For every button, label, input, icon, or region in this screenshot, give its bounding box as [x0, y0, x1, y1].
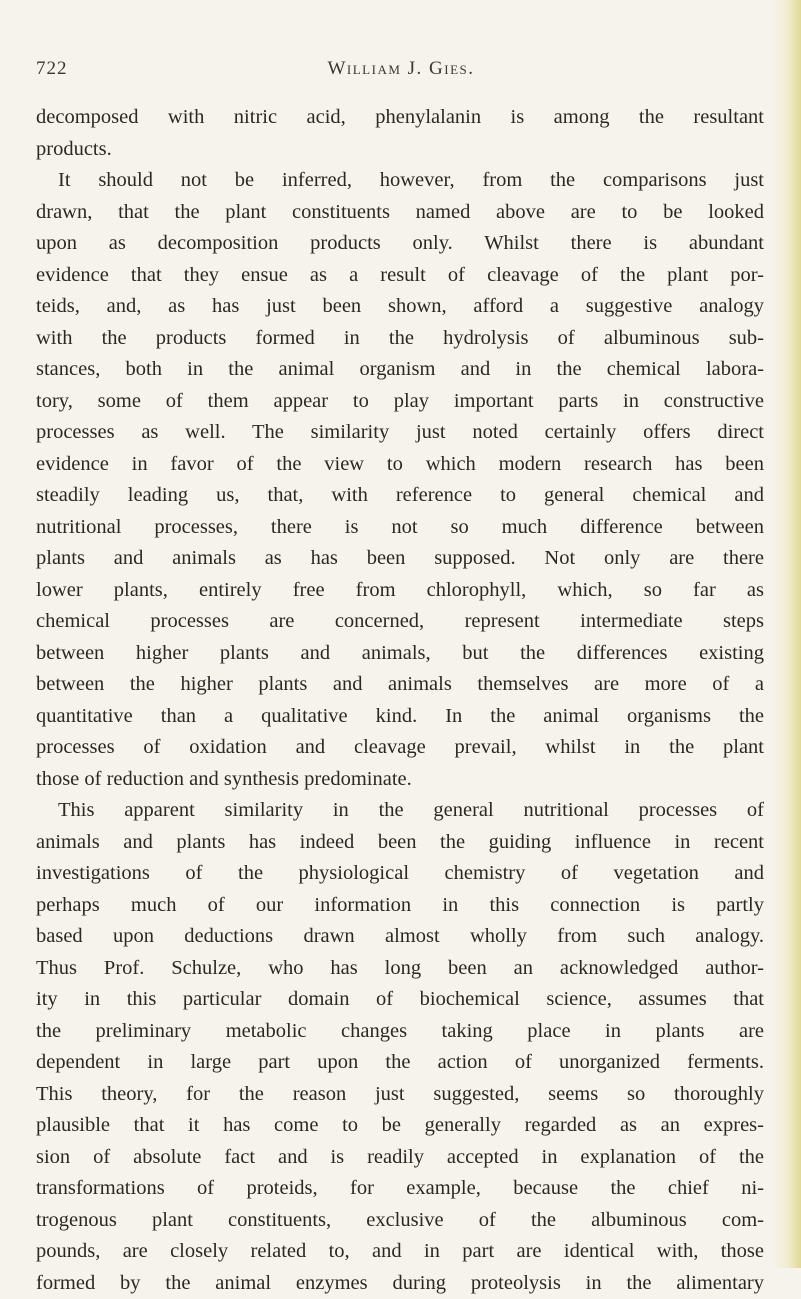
text-line: animals and plants has indeed been the guiding influence in recent	[36, 827, 764, 859]
text-line: tory, some of them appear to play important parts in constructive	[36, 386, 764, 418]
text-line: nutritional processes, there is not so much difference between	[36, 512, 764, 544]
text-line: chemical processes are concerned, represent intermediate steps	[36, 606, 764, 638]
text-line: formed by the animal enzymes during proteolysis in the alimentary	[36, 1268, 764, 1299]
text-line: transformations of proteids, for example, because the chief ni-	[36, 1173, 764, 1205]
text-line: sion of absolute fact and is readily accepted in explanation of the	[36, 1142, 764, 1174]
text-line: based upon deductions drawn almost wholly from such analogy.	[36, 921, 764, 953]
text-line: lower plants, entirely free from chlorophyll, which, so far as	[36, 575, 764, 607]
text-line: products.	[36, 134, 764, 166]
text-line: drawn, that the plant constituents named above are to be looked	[36, 197, 764, 229]
page-edge-shading	[773, 0, 801, 1268]
text-line: processes of oxidation and cleavage prevail, whilst in the plant	[36, 732, 764, 764]
text-line: steadily leading us, that, with reference to general chemical and	[36, 480, 764, 512]
text-line: investigations of the physiological chemistry of vegetation and	[36, 858, 764, 890]
text-line: This theory, for the reason just suggested, seems so thoroughly	[36, 1079, 764, 1111]
text-line: decomposed with nitric acid, phenylalanin is among the resultant	[36, 102, 764, 134]
text-line: teids, and, as has just been shown, afford a suggestive analogy	[36, 291, 764, 323]
text-line: evidence that they ensue as a result of cleavage of the plant por-	[36, 260, 764, 292]
page-header	[36, 58, 766, 88]
text-line: the preliminary metabolic changes taking place in plants are	[36, 1016, 764, 1048]
text-line: upon as decomposition products only. Whilst there is abundant	[36, 228, 764, 260]
text-line: processes as well. The similarity just noted certainly offers direct	[36, 417, 764, 449]
text-line: between the higher plants and animals themselves are more of a	[36, 669, 764, 701]
text-line: quantitative than a qualitative kind. In the animal organisms the	[36, 701, 764, 733]
running-head: William J. Gies.	[36, 58, 766, 80]
paragraph-start-line: This apparent similarity in the general nutritional processes of	[36, 795, 764, 827]
text-line: those of reduction and synthesis predominate.	[36, 764, 764, 796]
text-line: plausible that it has come to be generally regarded as an expres-	[36, 1110, 764, 1142]
text-line: plants and animals as has been supposed. Not only are there	[36, 543, 764, 575]
text-line: perhaps much of our information in this connection is partly	[36, 890, 764, 922]
text-line: stances, both in the animal organism and in the chemical labora-	[36, 354, 764, 386]
text-line: dependent in large part upon the action of unorganized ferments.	[36, 1047, 764, 1079]
text-line: Thus Prof. Schulze, who has long been an acknowledged author-	[36, 953, 764, 985]
text-line: between higher plants and animals, but the differences existing	[36, 638, 764, 670]
paragraph-start-line: It should not be inferred, however, from the comparisons just	[36, 165, 764, 197]
body-text	[36, 102, 764, 1299]
text-line: trogenous plant constituents, exclusive of the albuminous com-	[36, 1205, 764, 1237]
page-number: 722	[36, 58, 68, 80]
text-line: ity in this particular domain of biochemical science, assumes that	[36, 984, 764, 1016]
text-line: evidence in favor of the view to which modern research has been	[36, 449, 764, 481]
text-line: pounds, are closely related to, and in part are identical with, those	[36, 1236, 764, 1268]
text-line: with the products formed in the hydrolysis of albuminous sub-	[36, 323, 764, 355]
